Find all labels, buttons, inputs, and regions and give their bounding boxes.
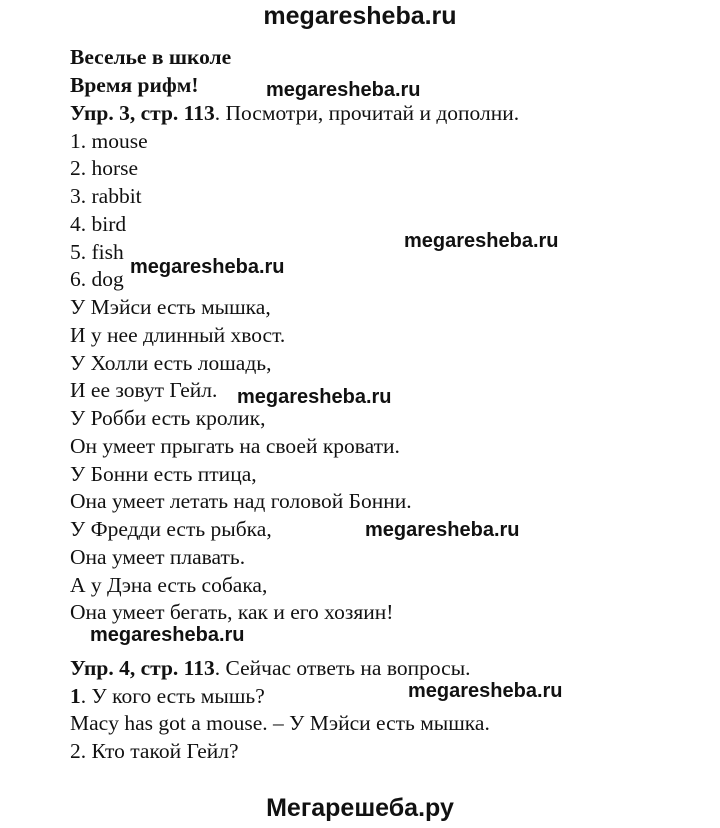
poem-line: Он умеет прыгать на своей кровати.	[70, 434, 400, 458]
exercise-4-heading	[70, 655, 471, 681]
exercise-3-heading	[70, 100, 519, 126]
poem-line: У Холли есть лошадь,	[70, 351, 272, 375]
answer-1: Macy has got a mouse. – У Мэйси есть мышка.	[70, 711, 490, 735]
exercise-3-ref: Упр. 3, стр. 113	[70, 101, 215, 125]
poem-line: И у нее длинный хвост.	[70, 323, 286, 347]
question-1	[70, 683, 265, 709]
watermark: megaresheba.ru	[266, 79, 421, 101]
watermark: megaresheba.ru	[404, 230, 559, 252]
header-watermark: megaresheba.ru	[263, 2, 457, 30]
watermark: megaresheba.ru	[365, 519, 520, 541]
exercise-3-instruction: . Посмотри, прочитай и дополни.	[214, 101, 520, 125]
watermark: megaresheba.ru	[408, 680, 563, 702]
word-list-item: 4. bird	[70, 212, 127, 236]
word-list-item: 5. fish	[70, 240, 124, 264]
poem-line: У Бонни есть птица,	[70, 462, 257, 486]
section-title: Веселье в школе	[70, 45, 232, 69]
poem-line: И ее зовут Гейл.	[70, 378, 218, 402]
poem-line: Она умеет плавать.	[70, 545, 246, 569]
watermark: megaresheba.ru	[237, 386, 392, 408]
poem-line: У Мэйси есть мышка,	[70, 295, 271, 319]
watermark: megaresheba.ru	[130, 256, 285, 278]
watermark: megaresheba.ru	[90, 624, 245, 646]
poem-line: А у Дэна есть собака,	[70, 573, 268, 597]
word-list-item: 2. horse	[70, 156, 139, 180]
question-2: 2. Кто такой Гейл?	[70, 739, 239, 763]
word-list-item: 3. rabbit	[70, 184, 142, 208]
question-1-text: . У кого есть мышь?	[80, 684, 265, 708]
poem-line: Она умеет летать над головой Бонни.	[70, 489, 412, 513]
exercise-4-ref: Упр. 4, стр. 113	[70, 656, 215, 680]
word-list-item: 6. dog	[70, 267, 124, 291]
poem-line: Она умеет бегать, как и его хозяин!	[70, 600, 394, 624]
poem-line: У Фредди есть рыбка,	[70, 517, 272, 541]
poem-line: У Робби есть кролик,	[70, 406, 266, 430]
subtitle: Время рифм!	[70, 73, 199, 97]
footer-watermark: Мегарешеба.ру	[266, 794, 454, 822]
question-1-number: 1	[70, 684, 81, 708]
exercise-4-instruction: . Сейчас ответь на вопросы.	[214, 656, 471, 680]
word-list-item: 1. mouse	[70, 129, 148, 153]
